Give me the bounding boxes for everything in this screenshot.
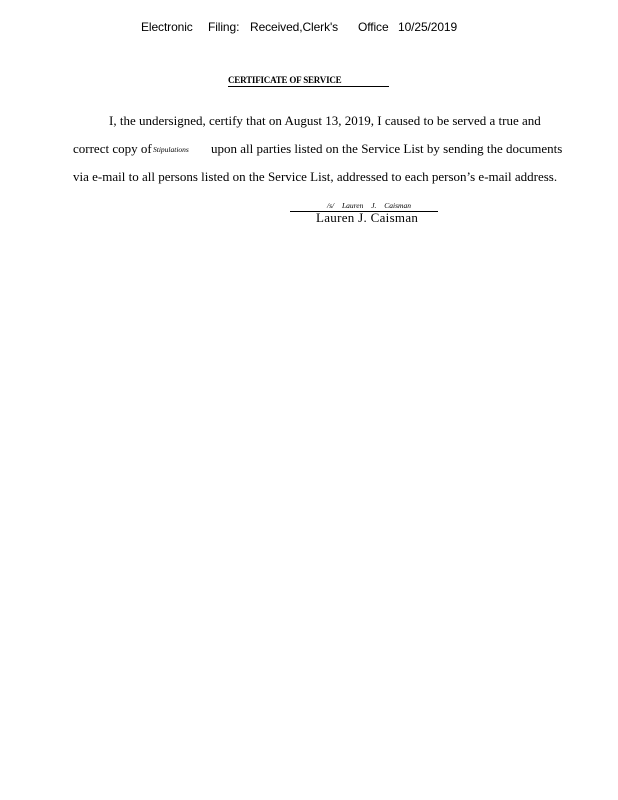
body-line-2-end: upon all parties listed on the Service List by sending the documents xyxy=(211,141,563,156)
header-office: Office xyxy=(358,20,389,34)
header-filing: Filing: xyxy=(208,20,240,34)
header-electronic: Electronic xyxy=(141,20,193,34)
header-date: 10/25/2019 xyxy=(398,20,458,34)
header-received-clerks: Received,Clerk's xyxy=(250,20,339,34)
document-title: CERTIFICATE OF SERVICE xyxy=(228,74,389,87)
signer-name: Lauren J. Caisman xyxy=(316,210,419,225)
body-line-1: I, the undersigned, certify that on August 13, 2019, I caused to be served a true and xyxy=(109,113,541,128)
body-line-3: via e-mail to all persons listed on the Service List, addressed to each person’s e-mail address. xyxy=(73,169,558,184)
document-name: Stipulations xyxy=(153,145,189,154)
electronic-signature: /s/ Lauren J. Caisman xyxy=(327,201,411,210)
body-line-2-start: correct copy of xyxy=(73,141,152,156)
